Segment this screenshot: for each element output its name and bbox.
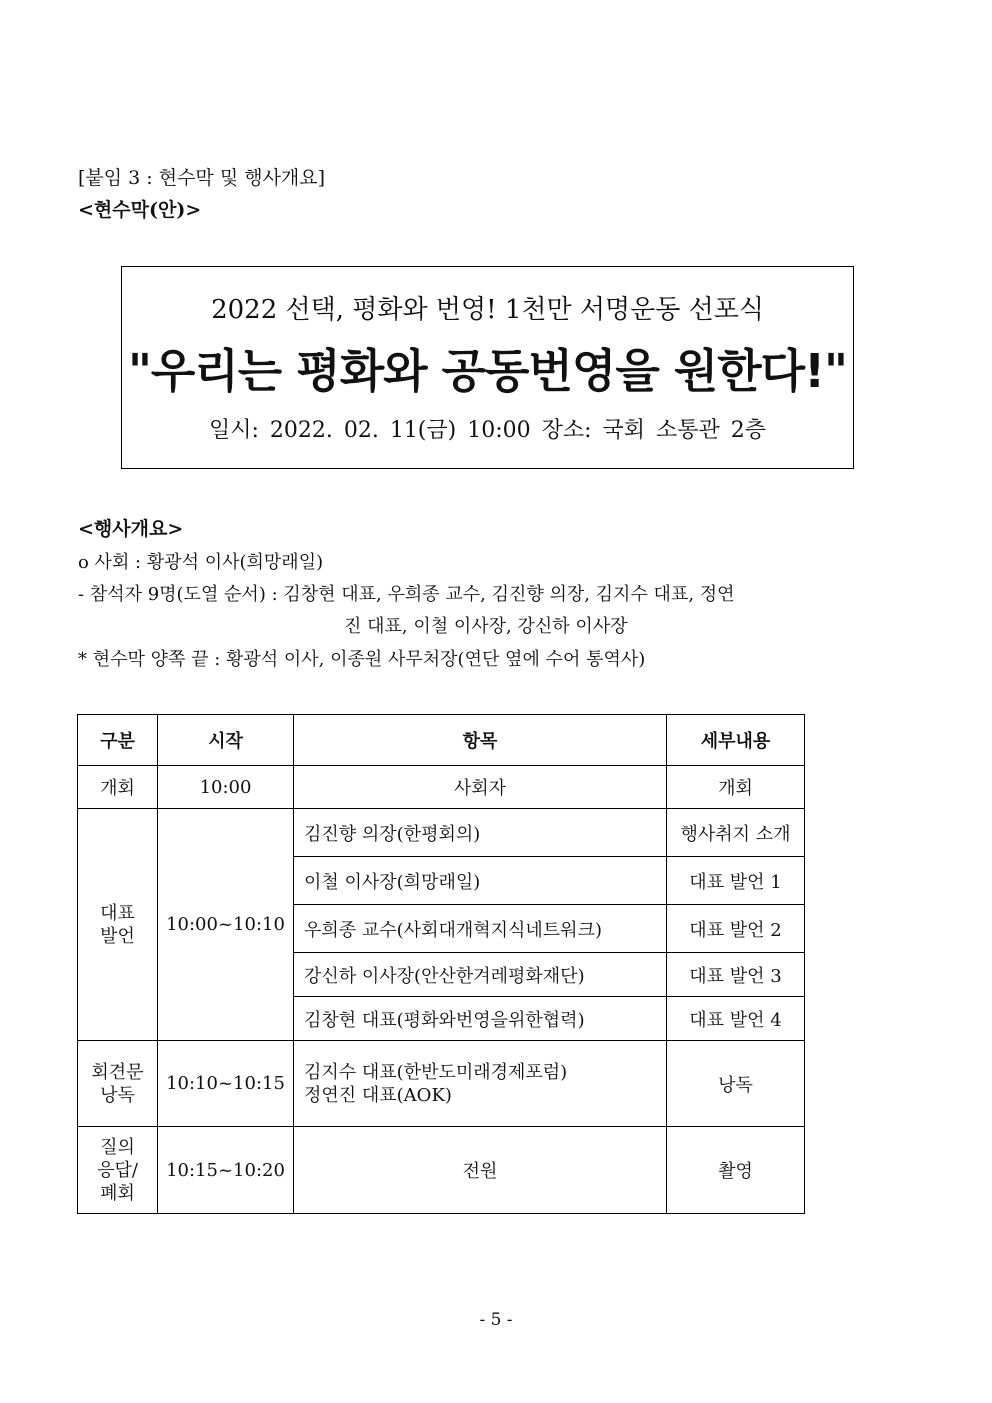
- cell-line: 폐회: [100, 1182, 135, 1204]
- cell-item: 김창현 대표(평화와번영을위한협력): [294, 997, 667, 1041]
- cell-item: 강신하 이사장(안산한겨레평화재단): [294, 953, 667, 997]
- cell-line: 발언: [100, 925, 135, 947]
- cell-detail: 개회: [667, 766, 805, 809]
- cell-detail: 낭독: [667, 1041, 805, 1127]
- cell-detail: 촬영: [667, 1127, 805, 1214]
- cell-category: 개회: [78, 766, 158, 809]
- table-row: [78, 1127, 805, 1214]
- cell-detail: 대표 발언 1: [667, 857, 805, 905]
- cell-line: 질의: [100, 1136, 135, 1158]
- banner-subtitle: 2022 선택, 평화와 번영! 1천만 서명운동 선포식: [211, 295, 764, 325]
- cell-category: [78, 1127, 158, 1214]
- banner-box: [121, 266, 854, 469]
- schedule-table: [77, 714, 805, 1214]
- cell-category: [78, 1041, 158, 1127]
- cell-line: 회견문: [91, 1061, 144, 1083]
- overview-attendees: - 참석자 9명(도열 순서) : 김창현 대표, 우희종 교수, 김진향 의장, 김지수 대표, 정연: [78, 584, 735, 605]
- cell-item: [294, 1041, 667, 1127]
- overview-attendees-cont: 진 대표, 이철 이사장, 강신하 이사장: [344, 616, 628, 637]
- header-item: 항목: [294, 715, 667, 766]
- cell-category: [78, 809, 158, 1041]
- cell-detail: 대표 발언 3: [667, 953, 805, 997]
- header-category: 구분: [78, 715, 158, 766]
- cell-detail: 대표 발언 4: [667, 997, 805, 1041]
- cell-item: 이철 이사장(희망래일): [294, 857, 667, 905]
- cell-item: 우희종 교수(사회대개혁지식네트워크): [294, 905, 667, 953]
- cell-item: 전원: [294, 1127, 667, 1214]
- page-number: - 5 -: [479, 1310, 513, 1330]
- table-row: [78, 809, 805, 857]
- cell-item: 김진향 의장(한평회의): [294, 809, 667, 857]
- cell-line: 응답/: [97, 1159, 138, 1181]
- cell-line: 낭독: [100, 1084, 135, 1106]
- banner-label: <현수막(안)>: [78, 199, 202, 221]
- header-start: 시작: [158, 715, 294, 766]
- cell-time: 10:10~10:15: [158, 1041, 294, 1127]
- overview-host: o 사회 : 황광석 이사(희망래일): [78, 552, 324, 573]
- cell-line: 김지수 대표(한반도미래경제포럼): [304, 1061, 568, 1083]
- cell-time: 10:00~10:10: [158, 809, 294, 1041]
- cell-line: 대표: [100, 902, 135, 924]
- cell-detail: 대표 발언 2: [667, 905, 805, 953]
- banner-slogan: "우리는 평화와 공동번영을 원한다!": [127, 344, 848, 398]
- overview-banner-ends: * 현수막 양쪽 끝 : 황광석 이사, 이종원 사무처장(연단 옆에 수어 통역사): [78, 649, 646, 670]
- cell-item: 사회자: [294, 766, 667, 809]
- cell-time: 10:15~10:20: [158, 1127, 294, 1214]
- cell-time: 10:00: [158, 766, 294, 809]
- table-row: [78, 766, 805, 809]
- cell-detail: 행사취지 소개: [667, 809, 805, 857]
- attachment-title: [붙임 3 : 현수막 및 행사개요]: [78, 167, 326, 189]
- table-row: [78, 1041, 805, 1127]
- overview-heading: <행사개요>: [78, 518, 184, 540]
- banner-info: 일시: 2022. 02. 11(금) 10:00 장소: 국회 소통관 2층: [208, 418, 767, 443]
- cell-line: 정연진 대표(AOK): [304, 1084, 452, 1106]
- table-header-row: [78, 715, 805, 766]
- header-detail: 세부내용: [667, 715, 805, 766]
